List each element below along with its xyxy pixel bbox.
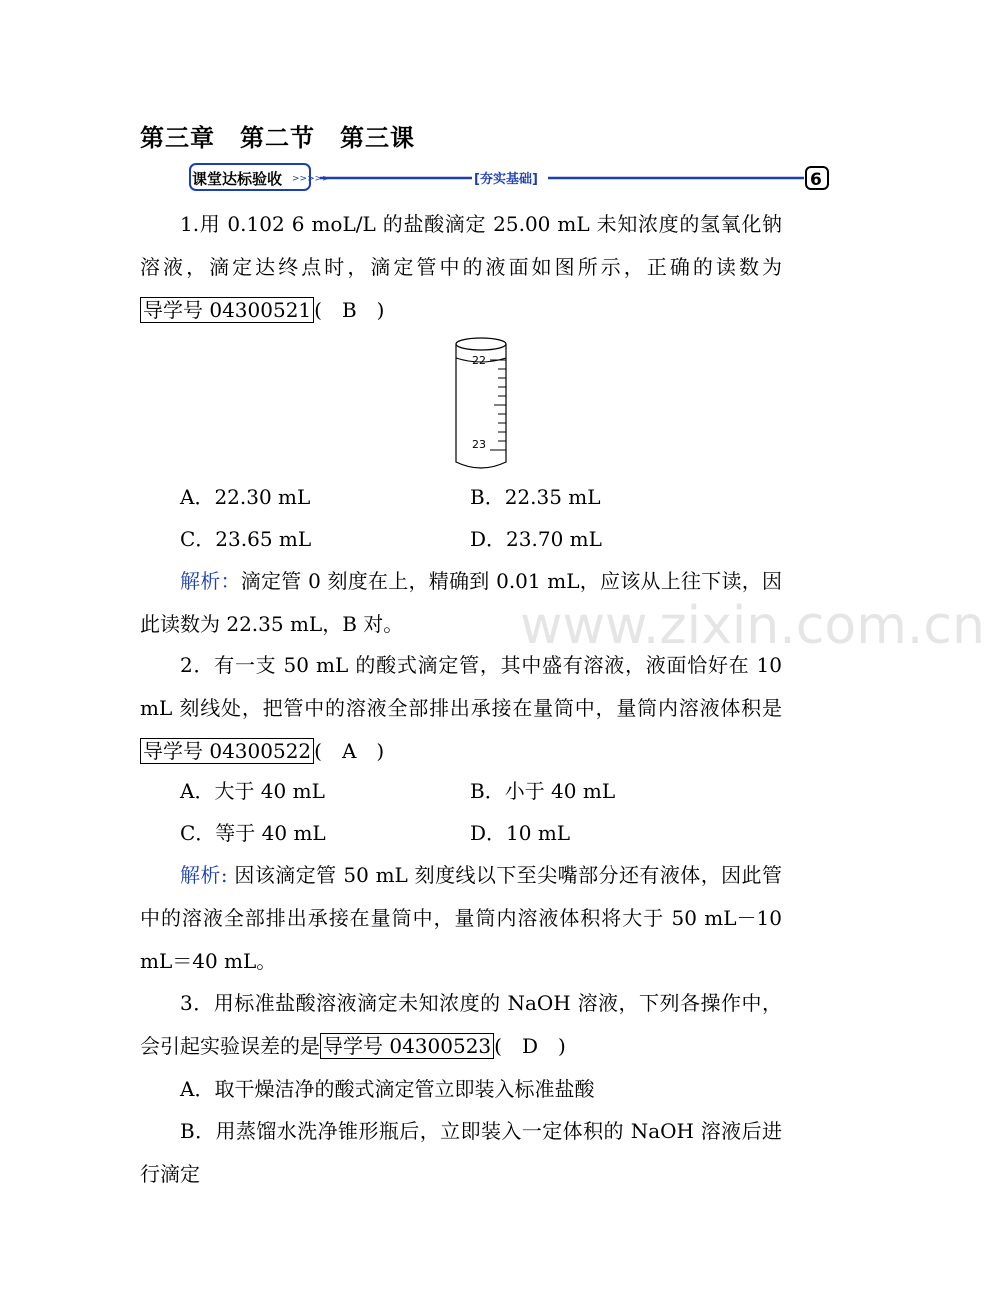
question-2 [140,644,782,773]
q1-analysis-text: 滴定管 0 刻度在上，精确到 0.01 mL，应该从上往下读，因此读数为 22.35 mL，B 对。 [140,569,783,636]
q1-analysis-label: 解析： [180,569,241,593]
watermark: www.zixin.com.cn [520,596,985,656]
q2-analysis-text: 因该滴定管 50 mL 刻度线以下至尖嘴部分还有液体，因此管中的溶液全部排出承接在量筒中，量筒内溶液体积将大于 50 mL－10 mL＝40 mL。 [140,863,782,973]
q1-option-d: D．23.70 mL [470,527,602,551]
question-1-answer: ( B ) [314,298,385,322]
question-3-ref: 导学号 04300523 [320,1033,494,1059]
question-1-stem: 1.用 0.102 6 moL/L 的盐酸滴定 25.00 mL 未知浓度的氢氧化钠溶液，滴定达终点时，滴定管中的液面如图所示，正确的读数为 [140,212,782,279]
question-3-answer: ( D ) [494,1034,566,1058]
q2-option-c: C．等于 40 mL [180,821,326,845]
q1-analysis [140,560,782,646]
question-1 [140,203,782,332]
q1-option-c: C．23.65 mL [180,527,312,551]
q1-option-b: B．22.35 mL [470,485,601,509]
q2-option-d: D．10 mL [470,821,571,845]
banner-label: 课堂达标验收 [192,170,283,188]
q3-option-b: B．用蒸馏水洗净锥形瓶后，立即装入一定体积的 NaOH 溶液后进行滴定 [140,1119,782,1186]
question-2-answer: ( A ) [314,739,385,763]
q3-option-a: A．取干燥洁净的酸式滴定管立即装入标准盐酸 [180,1077,595,1101]
banner-number: 6 [810,170,822,190]
q1-option-a: A．22.30 mL [180,485,311,509]
question-2-stem: 2．有一支 50 mL 的酸式滴定管，其中盛有溶液，液面恰好在 10 mL 刻线处，把管中的溶液全部排出承接在量筒中，量筒内溶液体积是 [140,653,782,720]
banner-center-label: [夯实基础] [474,172,538,187]
banner-arrows: >>>>> [292,174,330,184]
burette-label-23: 23 [472,438,486,451]
q2-analysis-label: 解析: [180,863,228,887]
burette-label-22: 22 [472,354,486,367]
q2-option-b: B．小于 40 mL [470,779,616,803]
question-2-ref: 导学号 04300522 [140,738,314,764]
page-title: 第三章 第二节 第三课 [140,124,415,152]
q2-option-a: A．大于 40 mL [180,779,325,803]
question-3 [140,982,782,1068]
section-banner [140,162,830,192]
question-1-ref: 导学号 04300521 [140,297,314,323]
burette-figure [450,334,514,474]
q2-analysis [140,854,782,983]
question-3-stem: 3．用标准盐酸溶液滴定未知浓度的 NaOH 溶液，下列各操作中，会引起实验误差的是 [140,991,782,1058]
